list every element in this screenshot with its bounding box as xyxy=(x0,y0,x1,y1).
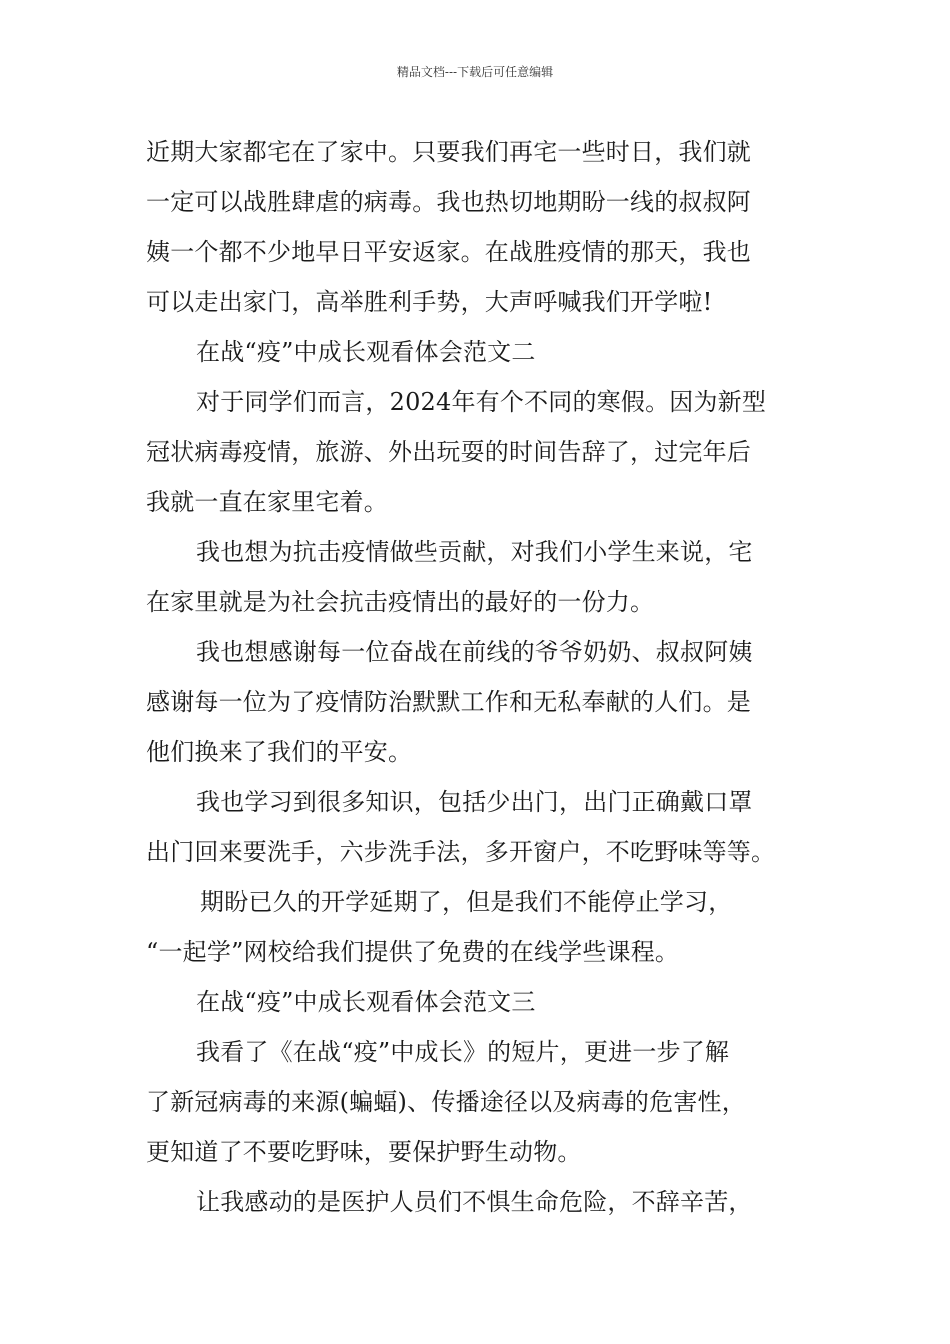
text-line: 可以走出家门，高举胜利手势，大声呼喊我们开学啦! xyxy=(146,288,713,316)
text-line: 感谢每一位为了疫情防治默默工作和无私奉献的人们。是 xyxy=(146,688,751,716)
text-line: 我也学习到很多知识，包括少出门，出门正确戴口罩 xyxy=(196,788,753,816)
text-line: “一起学”网校给我们提供了免费的在线学些课程。 xyxy=(146,938,680,966)
text-line: 我也想感谢每一位奋战在前线的爷爷奶奶、叔叔阿姨 xyxy=(196,638,753,666)
document-body xyxy=(146,127,806,1227)
text-line: 我就一直在家里宅着。 xyxy=(146,488,388,516)
text-line: 近期大家都宅在了家中。只要我们再宅一些时日，我们就 xyxy=(146,138,751,166)
text-line: 让我感动的是医护人员们不惧生命危险，不辞辛苦， xyxy=(196,1188,753,1216)
text-line: 我看了《在战“疫”中成长》的短片，更进一步了解 xyxy=(196,1038,730,1066)
page-header: 精品文档---下载后可任意编辑 xyxy=(396,65,554,79)
text-line: 他们换来了我们的平安。 xyxy=(146,738,413,766)
text-line: 姨一个都不少地早日平安返家。在战胜疫情的那天，我也 xyxy=(146,238,751,266)
text-line: 在家里就是为社会抗击疫情出的最好的一份力。 xyxy=(146,588,655,616)
text-line: 冠状病毒疫情，旅游、外出玩耍的时间告辞了，过完年后 xyxy=(146,438,751,466)
text-line: 对于同学们而言，2024年有个不同的寒假。因为新型 xyxy=(196,388,767,416)
section-heading: 在战“疫”中成长观看体会范文二 xyxy=(196,338,536,366)
text-line: 了新冠病毒的来源(蝙蝠)、传播途径以及病毒的危害性， xyxy=(146,1088,746,1116)
section-heading: 在战“疫”中成长观看体会范文三 xyxy=(196,988,536,1016)
text-line: 我也想为抗击疫情做些贡献，对我们小学生来说，宅 xyxy=(196,538,753,566)
text-line: 出门回来要洗手，六步洗手法，多开窗户，不吃野味等等。 xyxy=(146,838,776,866)
text-line: 更知道了不要吃野味，要保护野生动物。 xyxy=(146,1138,582,1166)
text-line: 一定可以战胜肆虐的病毒。我也热切地期盼一线的叔叔阿 xyxy=(146,188,751,216)
text-line: 期盼已久的开学延期了，但是我们不能停止学习， xyxy=(200,888,733,916)
